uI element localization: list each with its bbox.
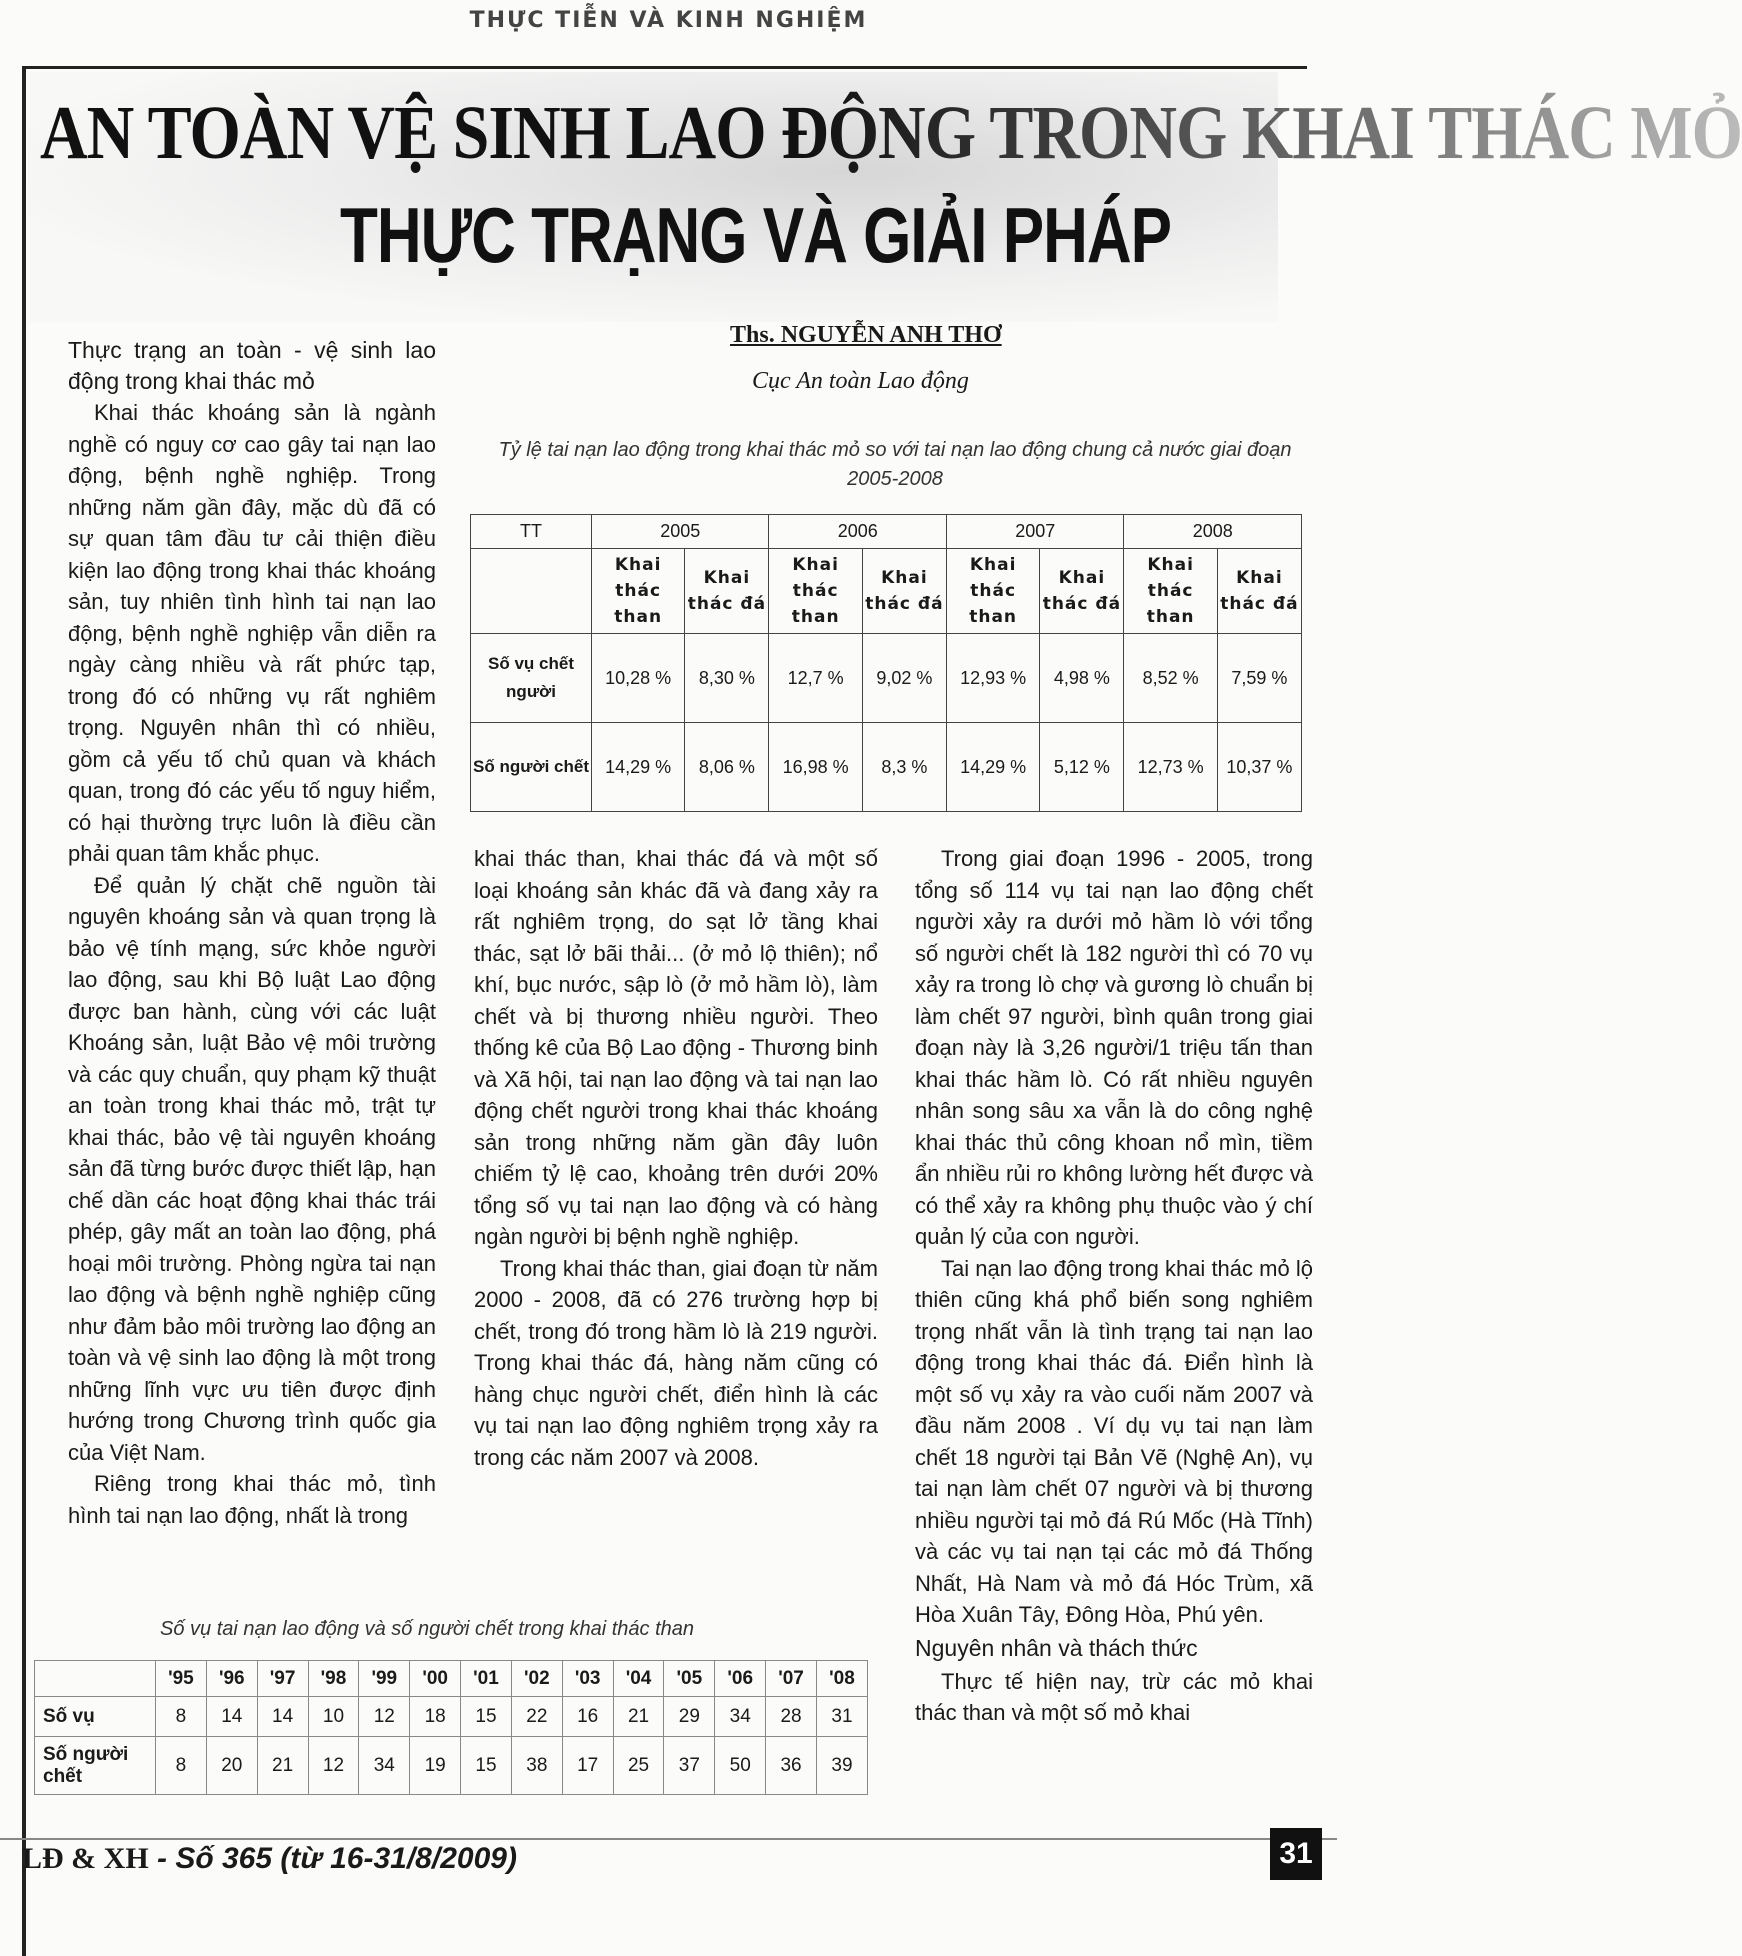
table1-cell: 12,73 % (1124, 723, 1217, 812)
issue-info: - Số 365 (từ 16-31/8/2009) (148, 1842, 517, 1875)
table2-cell: 34 (359, 1737, 410, 1795)
table1-cell: 8,52 % (1124, 634, 1217, 723)
table2-row-label: Số người chết (35, 1737, 156, 1795)
table2-cell: 36 (766, 1737, 817, 1795)
table2-year: '99 (359, 1661, 410, 1697)
table2-year: '06 (715, 1661, 766, 1697)
table1-row (471, 634, 1302, 723)
footer-issue (22, 1842, 517, 1876)
table1-cell: 5,12 % (1040, 723, 1124, 812)
paragraph: Riêng trong khai thác mỏ, tình hình tai nạn lao động, nhất là trong (68, 1471, 436, 1528)
table2-cell: 21 (257, 1737, 308, 1795)
table2-year: '02 (511, 1661, 562, 1697)
table1-cell: 14,29 % (592, 723, 685, 812)
table2-cell: 38 (511, 1737, 562, 1795)
table1-cell: 4,98 % (1040, 634, 1124, 723)
table2-cell: 28 (766, 1697, 817, 1737)
table2-year: '96 (206, 1661, 257, 1697)
table2-cell: 34 (715, 1697, 766, 1737)
table2-year: '98 (308, 1661, 359, 1697)
table2-cell: 20 (206, 1737, 257, 1795)
table1-subheader-than: Khai thác than (769, 549, 862, 634)
paragraph: khai thác than, khai thác đá và một số loại khoáng sản khác đã và đang xảy ra rất nghiêm trọng, do sạt lở tầng khai thác, sạt lở bãi thải... (ở mỏ lộ thiên); nổ khí, bục nước, sập lò (ở mỏ hầm lò), làm chết và bị thương nhiều người. Theo thống kê của Bộ Lao động - Thương binh và Xã hội, tai nạn lao động và tai nạn lao động chết người trong khai thác khoáng sản trong những năm gần đây luôn chiếm tỷ lệ cao, khoảng trên dưới 20% tổng số vụ tai nạn lao động và có hàng ngàn người bị bệnh nghề nghiệp. (474, 846, 878, 1249)
table1-row-label: Số người chết (471, 723, 592, 812)
right-column (915, 843, 1313, 1729)
section-label: THỰC TIỄN VÀ KINH NGHIỆM (469, 8, 868, 33)
table2-row-label: Số vụ (35, 1697, 156, 1737)
table1-cell: 14,29 % (946, 723, 1039, 812)
table2-year: '07 (766, 1661, 817, 1697)
accident-rate-table (470, 514, 1302, 812)
table2-year: '97 (257, 1661, 308, 1697)
table1-row (471, 723, 1302, 812)
section-heading: Thực trạng an toàn - vệ sinh lao động trong khai thác mỏ (68, 337, 436, 394)
table2-caption: Số vụ tai nạn lao động và số người chết trong khai thác than (160, 1618, 695, 1640)
table1-subheader-than: Khai thác than (1124, 549, 1217, 634)
table2-year: '01 (461, 1661, 512, 1697)
table2-cell: 21 (613, 1697, 664, 1737)
table1-year: 2005 (592, 515, 769, 549)
table1-year: 2007 (946, 515, 1123, 549)
page-number: 31 (1270, 1828, 1322, 1880)
table2-year: '03 (562, 1661, 613, 1697)
table2-cell: 16 (562, 1697, 613, 1737)
table1-cell: 7,59 % (1217, 634, 1301, 723)
table2-cell: 37 (664, 1737, 715, 1795)
author-org: Cục An toàn Lao động (752, 368, 969, 394)
table1-cell: 12,93 % (946, 634, 1039, 723)
table1-subheader-than: Khai thác than (592, 549, 685, 634)
table2-blank-cell (35, 1661, 156, 1697)
table2-year: '95 (156, 1661, 207, 1697)
paragraph: Trong giai đoạn 1996 - 2005, trong tổng số 114 vụ tai nạn lao động chết người xảy ra dưới mỏ hầm lò với tổng số người chết là 182 người thì có 70 vụ xảy ra trong lò chợ và gương lò chuẩn bị làm chết 97 người, bình quân trong giai đoạn này là 3,26 người/1 triệu tấn than khai thác hầm lò. Có rất nhiều nguyên nhân song sâu xa vẫn là do công nghệ khai thác thủ công khoan nổ mìn, tiềm ẩn nhiều rủi ro không lường hết được và có thể xảy ra không phụ thuộc vào ý chí quản lý của con người. (915, 846, 1313, 1249)
author-name: Ths. NGUYỄN ANH THƠ (730, 322, 1002, 348)
table2-cell: 8 (156, 1697, 207, 1737)
footer-rule (0, 1838, 1337, 1840)
table2-cell: 50 (715, 1737, 766, 1795)
table2-cell: 12 (359, 1697, 410, 1737)
table2-cell: 14 (257, 1697, 308, 1737)
table1-tt-header: TT (471, 515, 592, 549)
table2-row (35, 1737, 868, 1795)
table2-cell: 15 (461, 1737, 512, 1795)
table2-year: '04 (613, 1661, 664, 1697)
table2-cell: 31 (816, 1697, 867, 1737)
table1-cell: 8,30 % (685, 634, 769, 723)
table1-cell: 10,28 % (592, 634, 685, 723)
table1-row-label: Số vụ chết người (471, 634, 592, 723)
table2-cell: 17 (562, 1737, 613, 1795)
article-title: AN TOÀN VỆ SINH LAO ĐỘNG TRONG KHAI THÁC MỎ (40, 90, 1742, 177)
table1-subheader-than: Khai thác than (946, 549, 1039, 634)
top-rule (22, 66, 1307, 69)
table1-cell: 8,3 % (862, 723, 946, 812)
table2-year: '05 (664, 1661, 715, 1697)
table1-year: 2006 (769, 515, 946, 549)
table1-year: 2008 (1124, 515, 1302, 549)
magazine-brand: LĐ & XH (22, 1842, 149, 1875)
left-rule (22, 66, 26, 1956)
table1-blank-cell (471, 549, 592, 634)
left-column (68, 335, 436, 1531)
table2-year: '08 (816, 1661, 867, 1697)
table2-year: '00 (410, 1661, 461, 1697)
table2-cell: 25 (613, 1737, 664, 1795)
table1-subheader-da: Khai thác đá (1040, 549, 1124, 634)
coal-accident-table (34, 1660, 868, 1795)
table2-row (35, 1697, 868, 1737)
table1-cell: 9,02 % (862, 634, 946, 723)
table1-cell: 16,98 % (769, 723, 862, 812)
table2-cell: 22 (511, 1697, 562, 1737)
table2-cell: 29 (664, 1697, 715, 1737)
table2-cell: 8 (156, 1737, 207, 1795)
table2-cell: 14 (206, 1697, 257, 1737)
middle-column (474, 843, 878, 1473)
paragraph: Để quản lý chặt chẽ nguồn tài nguyên khoáng sản và quan trọng là bảo vệ tính mạng, sức khỏe người lao động, sau khi Bộ luật Lao động được ban hành, cùng với các luật Khoáng sản, luật Bảo vệ môi trường và các quy chuẩn, quy phạm kỹ thuật an toàn trong khai thác mỏ, trật tự khai thác, bảo vệ tài nguyên khoáng sản đã từng bước được thiết lập, hạn chế dần các hoạt động khai thác trái phép, gây mất an toàn lao động, phá hoại môi trường. Phòng ngừa tai nạn lao động và bệnh nghề nghiệp cũng như đảm bảo môi trường lao động an toàn và vệ sinh lao động là một trong những lĩnh vực ưu tiên được định hướng trong Chương trình quốc gia của Việt Nam. (68, 872, 436, 1465)
table1-cell: 12,7 % (769, 634, 862, 723)
paragraph: Trong khai thác than, giai đoạn từ năm 2000 - 2008, đã có 276 trường hợp bị chết, trong đó trong hầm lò là 219 người. Trong khai thác đá, hàng năm cũng có hàng chục người chết, điển hình là các vụ tai nạn lao động nghiêm trọng xảy ra trong các năm 2007 và 2008. (474, 1255, 878, 1470)
table1-cell: 8,06 % (685, 723, 769, 812)
table1-subheader-da: Khai thác đá (862, 549, 946, 634)
table2-cell: 15 (461, 1697, 512, 1737)
paragraph: Khai thác khoáng sản là ngành nghề có nguy cơ cao gây tai nạn lao động, bệnh nghề nghiệp. Trong những năm gần đây, mặc dù đã có sự quan tâm đầu tư cải thiện điều kiện lao động trong khai thác khoáng sản, tuy nhiên tình hình tai nạn lao động, bệnh nghề nghiệp vẫn diễn ra ngày càng nhiều và rất phức tạp, trong đó có những vụ rất nghiêm trọng. Nguyên nhân thì có nhiều, gồm cả yếu tố chủ quan và khách quan, trong đó các yếu tố nguy hiểm, có hại thường trực luôn là điều cần phải quan tâm khắc phục. (68, 400, 436, 866)
table1-caption: Tỷ lệ tai nạn lao động trong khai thác mỏ so với tai nạn lao động chung cả nước giai đoạn 2005-2008 (498, 439, 1292, 490)
table1-cell: 10,37 % (1217, 723, 1301, 812)
paragraph: Tai nạn lao động trong khai thác mỏ lộ thiên cũng khá phổ biến song nghiêm trọng nhất vẫn là tình trạng tai nạn lao động trong khai thác đá. Điển hình là một số vụ xảy ra vào cuối năm 2007 và đầu năm 2008 . Ví dụ vụ tai nạn làm chết 18 người tại Bản Vẽ (Nghệ An), vụ tai nạn làm chết 07 người và bị thương nhiều người tại mỏ đá Rú Mốc (Hà Tĩnh) và các vụ tai nạn tại các mỏ đá Thống Nhất, Hà Nam và mỏ đá Hóc Trùm, xã Hòa Xuân Tây, Đông Hòa, Phú yên. (915, 1255, 1313, 1627)
article-subtitle: THỰC TRẠNG VÀ GIẢI PHÁP (340, 193, 1172, 280)
table2-cell: 12 (308, 1737, 359, 1795)
table2-cell: 10 (308, 1697, 359, 1737)
table1-subheader-da: Khai thác đá (1217, 549, 1301, 634)
table2-cell: 18 (410, 1697, 461, 1737)
table1-subheader-da: Khai thác đá (685, 549, 769, 634)
table2-cell: 39 (816, 1737, 867, 1795)
paragraph: Thực tế hiện nay, trừ các mỏ khai thác than và một số mỏ khai (915, 1668, 1313, 1725)
table2-cell: 19 (410, 1737, 461, 1795)
section-heading: Nguyên nhân và thách thức (915, 1634, 1198, 1661)
